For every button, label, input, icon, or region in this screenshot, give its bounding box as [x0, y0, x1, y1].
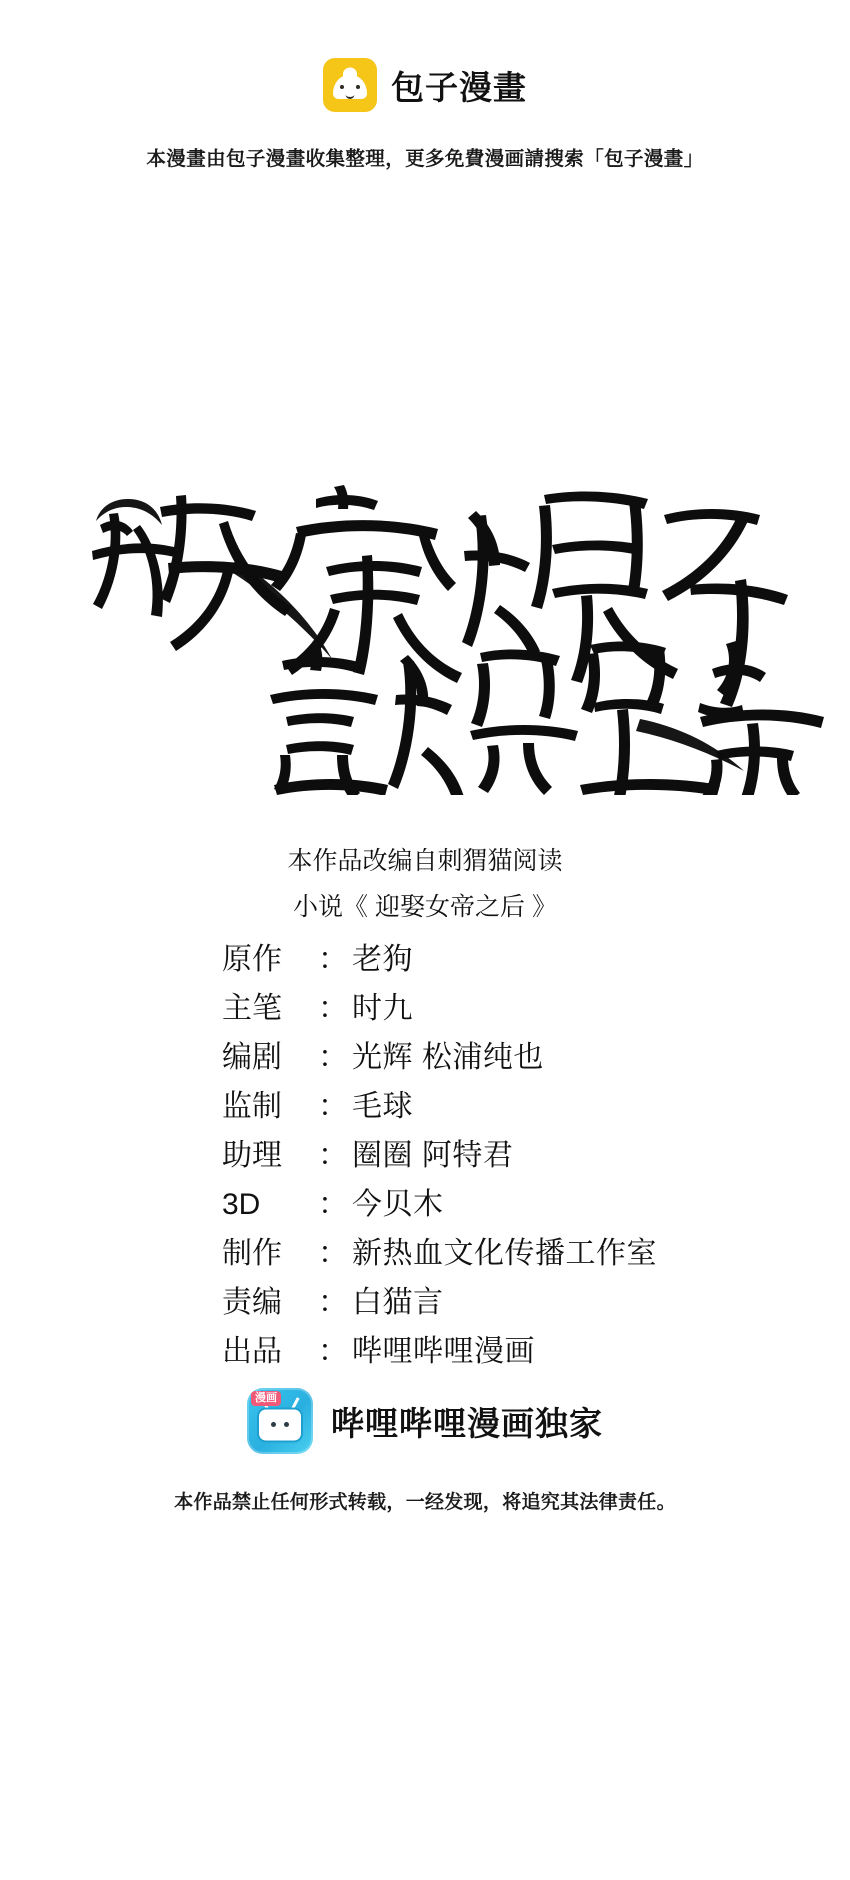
credit-role: 责编 — [222, 1286, 282, 1319]
credit-separator: ： — [318, 1139, 348, 1172]
exclusive-banner — [0, 1388, 850, 1454]
exclusive-text: 哔哩哔哩漫画独家 — [331, 1404, 603, 1442]
title-artwork — [0, 455, 850, 795]
credit-name: 新热血文化传播工作室 — [352, 1237, 657, 1270]
credit-row — [222, 1131, 742, 1180]
credit-role: 制作 — [222, 1237, 282, 1270]
credit-row — [222, 1180, 742, 1229]
credit-row — [222, 1082, 742, 1131]
credit-separator: ： — [318, 1237, 348, 1270]
bilibili-manga-icon — [247, 1388, 313, 1454]
credit-separator: ： — [318, 992, 348, 1025]
credit-role: 出品 — [222, 1335, 282, 1368]
adaptation-credit — [0, 838, 850, 930]
credit-separator: ： — [318, 1090, 348, 1123]
staff-credits — [222, 935, 742, 1376]
adaptation-line-1: 本作品改编自刺猬猫阅读 — [287, 847, 563, 875]
credit-name: 哔哩哔哩漫画 — [352, 1335, 535, 1368]
credit-role: 助理 — [222, 1139, 282, 1172]
credit-name: 光辉 松浦纯也 — [352, 1041, 544, 1074]
credit-separator: ： — [318, 943, 348, 976]
brand-name: 包子漫畫 — [391, 68, 527, 106]
credit-separator: ： — [318, 1188, 348, 1221]
credit-role: 编剧 — [222, 1041, 282, 1074]
credit-row — [222, 1229, 742, 1278]
collection-notice: 本漫畫由包子漫畫收集整理，更多免費漫画請搜索「包子漫畫」 — [146, 148, 704, 170]
credit-role: 监制 — [222, 1090, 282, 1123]
copyright-notice: 本作品禁止任何形式转载，一经发现，将追究其法律责任。 — [174, 1492, 676, 1513]
logo-badge-label: 漫画 — [251, 1391, 281, 1406]
credit-row — [222, 984, 742, 1033]
steamed-bun-icon — [323, 58, 377, 112]
credit-row — [222, 1033, 742, 1082]
credit-name: 白猫言 — [352, 1286, 444, 1319]
credit-separator: ： — [318, 1286, 348, 1319]
credit-name: 毛球 — [352, 1090, 413, 1123]
credit-role: 3D — [222, 1188, 261, 1221]
credit-row — [222, 1278, 742, 1327]
baozi-brand-header — [0, 58, 850, 112]
credit-name: 时九 — [352, 992, 413, 1025]
credit-name: 老狗 — [352, 943, 413, 976]
credit-name: 今贝木 — [352, 1188, 444, 1221]
credit-role: 原作 — [222, 943, 282, 976]
credit-role: 主笔 — [222, 992, 282, 1025]
credit-row — [222, 935, 742, 984]
credit-separator: ： — [318, 1335, 348, 1368]
credit-row — [222, 1327, 742, 1376]
credit-separator: ： — [318, 1041, 348, 1074]
adaptation-line-2: 小说《 迎娶女帝之后 》 — [293, 893, 557, 921]
credit-name: 圈圈 阿特君 — [352, 1139, 514, 1172]
